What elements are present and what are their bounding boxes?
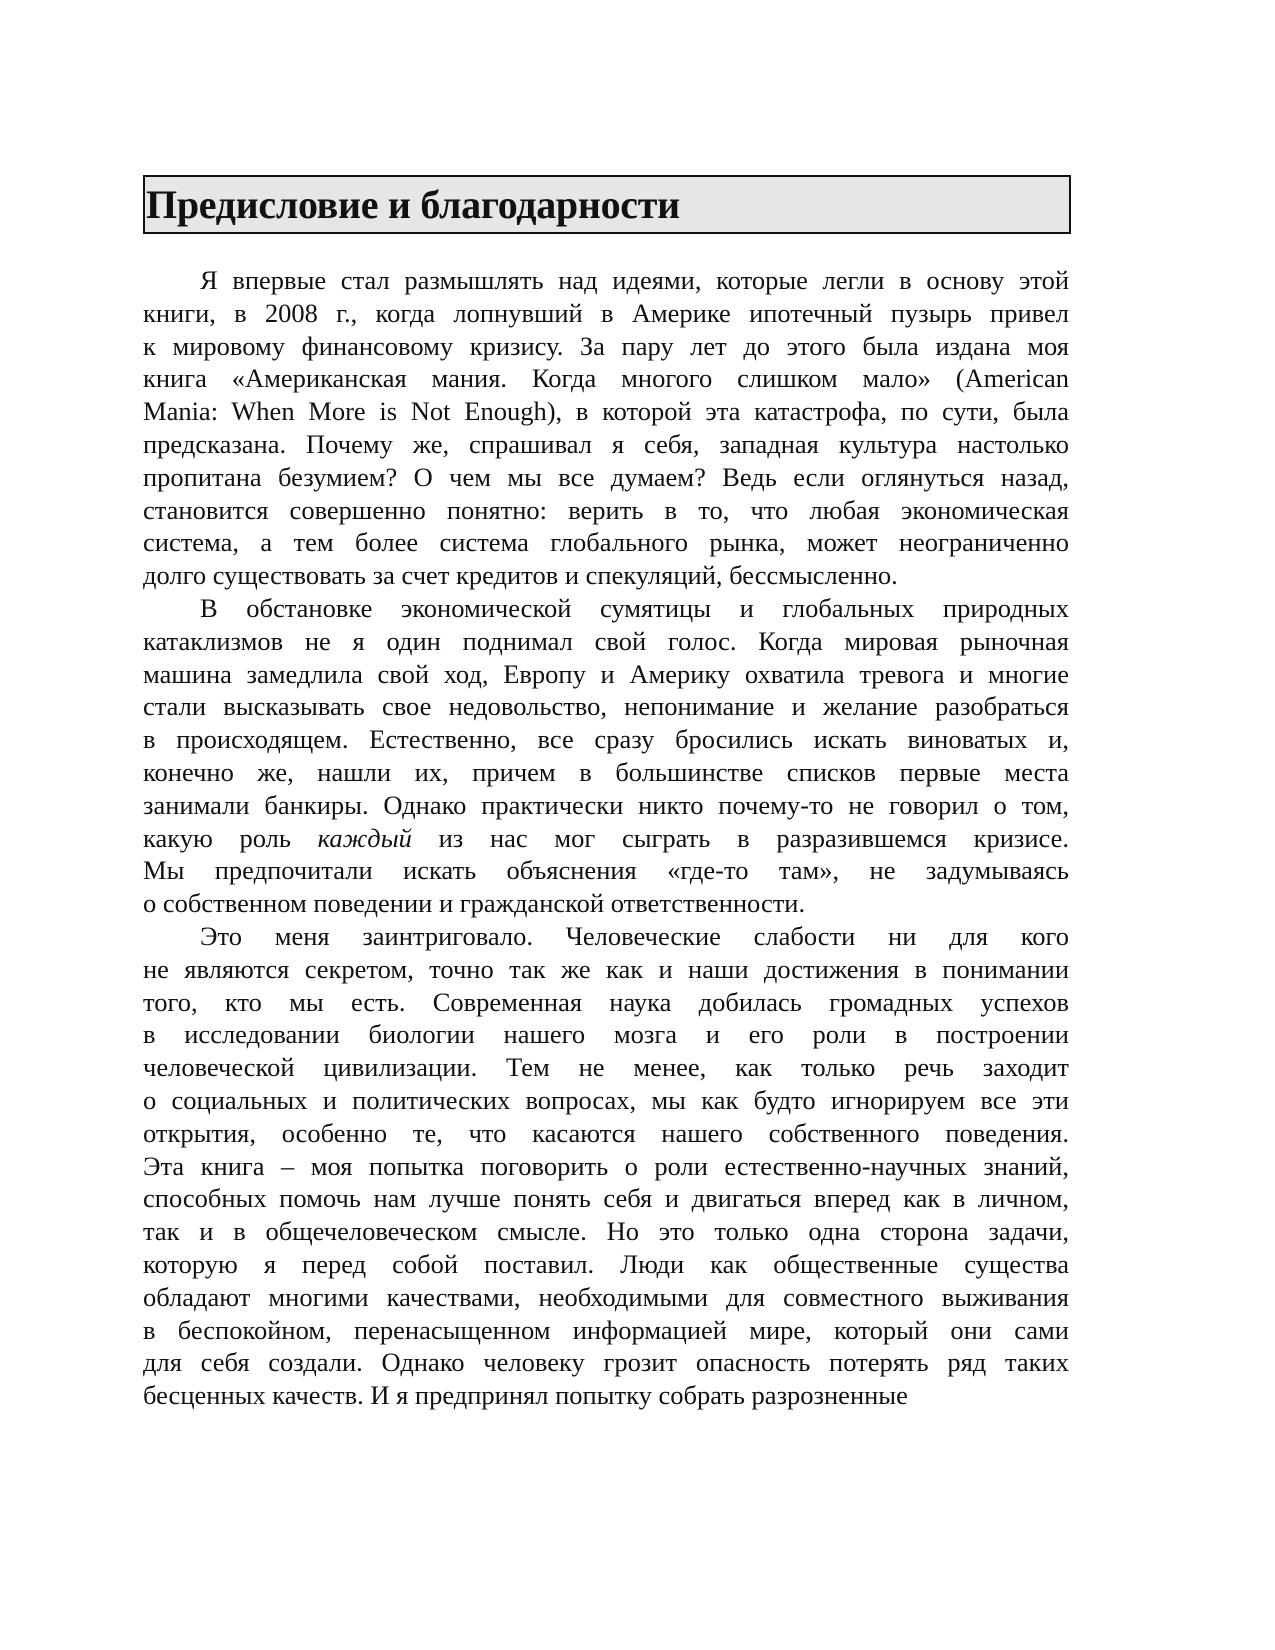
text-line: книги, в 2008 г., когда лопнувший в Америке ипотечный пузырь привел <box>143 297 1069 328</box>
text-line: в беспокойном, перенасыщенном информацией мире, который они сами <box>143 1314 1069 1345</box>
chapter-heading-box <box>143 175 1071 234</box>
text-line: о социальных и политических вопросах, мы как будто игнорируем все эти <box>143 1084 1069 1115</box>
text-line: человеческой цивилизации. Тем не менее, как только речь заходит <box>143 1052 1069 1083</box>
text-line: о собственном поведении и гражданской ответственности. <box>143 888 806 919</box>
emphasized-word: каждый <box>317 822 412 853</box>
text-line: предсказана. Почему же, спрашивал я себя, западная культура настолько <box>143 428 1069 459</box>
text-line: катаклизмов не я один поднимал свой голос. Когда мировая рыночная <box>143 625 1069 656</box>
text-line: не являются секретом, точно так же как и наши достижения в понимании <box>143 953 1069 984</box>
text-line: какую роль каждый из нас мог сыграть в разразившемся кризисе. <box>143 822 1069 853</box>
paragraph <box>143 264 1069 592</box>
text-line: пропитана безумием? О чем мы все думаем? Ведь если оглянуться назад, <box>143 461 1069 492</box>
text-line: в исследовании биологии нашего мозга и его роли в построении <box>143 1019 1069 1050</box>
chapter-title: Предисловие и благодарности <box>146 182 680 227</box>
text-line: Mania: When More is Not Enough), в которой эта катастрофа, по сути, была <box>143 396 1069 427</box>
text-line: Эта книга – моя попытка поговорить о роли естественно-научных знаний, <box>143 1150 1069 1181</box>
text-line: книга «Американская мания. Когда многого слишком мало» (American <box>143 363 1069 394</box>
text-line: машина замедлила свой ход, Европу и Америку охватила тревога и многие <box>143 658 1069 689</box>
text-line: Это меня заинтриговало. Человеческие слабости ни для кого <box>200 920 1069 951</box>
text-line: для себя создали. Однако человеку грозит опасность потерять ряд таких <box>143 1347 1069 1378</box>
text-line: становится совершенно понятно: верить в то, что любая экономическая <box>143 494 1069 525</box>
paragraph <box>143 920 1069 1412</box>
text-line: Я впервые стал размышлять над идеями, которые легли в основу этой <box>200 265 1069 295</box>
text-line: стали высказывать свое недовольство, непонимание и желание разобраться <box>143 691 1069 722</box>
text-line: обладают многими качествами, необходимыми для совместного выживания <box>143 1281 1069 1312</box>
text-line: конечно же, нашли их, причем в большинстве списков первые места <box>143 756 1069 787</box>
text-line: занимали банкиры. Однако практически никто почему-то не говорил о том, <box>143 789 1069 820</box>
text-line: в происходящем. Естественно, все сразу бросились искать виноватых и, <box>143 724 1069 755</box>
text-line: способных помочь нам лучше понять себя и двигаться вперед как в личном, <box>143 1183 1069 1214</box>
text-line: которую я перед собой поставил. Люди как общественные существа <box>143 1248 1069 1279</box>
text-line: долго существовать за счет кредитов и спекуляций, бессмысленно. <box>143 560 898 591</box>
text-line: Мы предпочитали искать объяснения «где-то там», не задумываясь <box>143 855 1069 886</box>
text-line: того, кто мы есть. Современная наука добилась громадных успехов <box>143 986 1069 1017</box>
text-line: бесценных качеств. И я предпринял попытку собрать разрозненные <box>143 1380 908 1411</box>
text-line: система, а тем более система глобального рынка, может неограниченно <box>143 527 1069 558</box>
text-line: так и в общечеловеческом смысле. Но это только одна сторона задачи, <box>143 1216 1069 1247</box>
text-line: В обстановке экономической сумятицы и глобальных природных <box>200 592 1069 623</box>
chapter-body <box>143 264 1069 1412</box>
text-line: к мировому финансовому кризису. За пару лет до этого была издана моя <box>143 330 1069 361</box>
paragraph <box>143 592 1069 920</box>
text-line: открытия, особенно те, что касаются нашего собственного поведения. <box>143 1117 1069 1148</box>
